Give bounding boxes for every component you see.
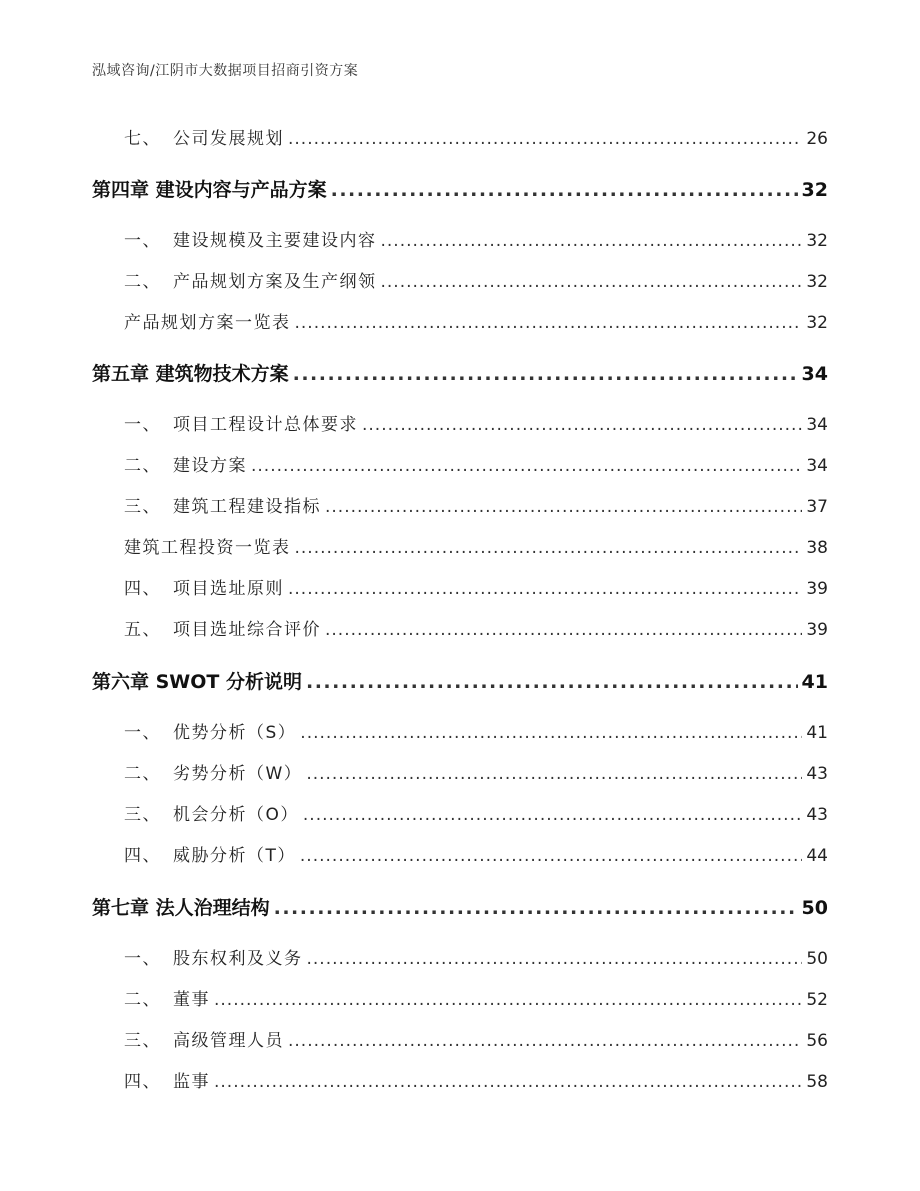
- toc-entry-text: 董事: [173, 990, 210, 1010]
- toc-page-number: 43: [806, 764, 828, 784]
- toc-page-number: 34: [801, 363, 828, 385]
- toc-entry-title: [92, 985, 210, 1010]
- toc-entry-title: [92, 175, 327, 202]
- toc-section-entry[interactable]: [92, 410, 828, 435]
- toc-entry-number: 三、: [124, 497, 161, 517]
- toc-entry-text: 建筑工程建设指标: [173, 497, 321, 517]
- toc-entry-text: 第五章 建筑物技术方案: [92, 363, 289, 385]
- toc-entry-number: 一、: [124, 415, 161, 435]
- toc-dot-leader: [295, 538, 803, 558]
- toc-entry-number: 四、: [124, 579, 161, 599]
- toc-dot-leader: [300, 723, 802, 743]
- toc-page-number: 50: [801, 897, 828, 919]
- toc-section-entry[interactable]: [92, 451, 828, 476]
- toc-entry-number: 一、: [124, 231, 161, 251]
- toc-page-number: 34: [806, 456, 828, 476]
- toc-entry-title: [92, 800, 299, 825]
- toc-section-entry[interactable]: [92, 841, 828, 866]
- toc-chapter-entry[interactable]: [92, 667, 828, 694]
- toc-page-number: 44: [806, 846, 828, 866]
- toc-entry-text: 公司发展规划: [173, 129, 284, 149]
- toc-dot-leader: [306, 671, 798, 693]
- toc-entry-title: [92, 1026, 284, 1051]
- toc-entry-title: [92, 124, 284, 149]
- toc-page-number: 56: [806, 1031, 828, 1051]
- toc-entry-title: [92, 718, 296, 743]
- toc-page-number: 58: [806, 1072, 828, 1092]
- toc-section-entry[interactable]: [92, 267, 828, 292]
- toc-dot-leader: [251, 456, 802, 476]
- toc-chapter-entry[interactable]: [92, 893, 828, 920]
- toc-page-number: 37: [806, 497, 828, 517]
- toc-dot-leader: [214, 990, 802, 1010]
- toc-entry-text: 股东权利及义务: [173, 949, 303, 969]
- toc-entry-text: 劣势分析（W）: [173, 764, 303, 784]
- toc-entry-text: 监事: [173, 1072, 210, 1092]
- toc-section-entry[interactable]: [92, 985, 828, 1010]
- toc-entry-text: 威胁分析（T）: [173, 846, 296, 866]
- toc-dot-leader: [381, 231, 803, 251]
- toc-entry-title: [92, 226, 377, 251]
- toc-entry-number: 二、: [124, 456, 161, 476]
- toc-section-entry[interactable]: [92, 492, 828, 517]
- toc-page-number: 52: [806, 990, 828, 1010]
- toc-entry-text: 建设规模及主要建设内容: [173, 231, 377, 251]
- toc-dot-leader: [381, 272, 803, 292]
- toc-page-number: 41: [806, 723, 828, 743]
- toc-section-entry[interactable]: [92, 1067, 828, 1092]
- toc-entry-text: 建筑工程投资一览表: [124, 538, 291, 558]
- toc-page-number: 32: [801, 179, 828, 201]
- toc-page-number: 34: [806, 415, 828, 435]
- toc-section-entry[interactable]: [92, 759, 828, 784]
- toc-entry-text: 第七章 法人治理结构: [92, 897, 270, 919]
- toc-dot-leader: [325, 620, 802, 640]
- toc-entry-title: [92, 533, 291, 558]
- toc-section-entry[interactable]: [92, 574, 828, 599]
- toc-entry-title: [92, 1067, 210, 1092]
- toc-dot-leader: [288, 579, 802, 599]
- toc-entry-text: 第六章 SWOT 分析说明: [92, 671, 302, 693]
- toc-dot-leader: [303, 805, 802, 825]
- toc-entry-text: 第四章 建设内容与产品方案: [92, 179, 327, 201]
- toc-entry-number: 二、: [124, 272, 161, 292]
- toc-entry-number: 四、: [124, 1072, 161, 1092]
- toc-entry-number: 五、: [124, 620, 161, 640]
- toc-dot-leader: [300, 846, 802, 866]
- toc-section-entry[interactable]: [92, 1026, 828, 1051]
- toc-page-number: 32: [806, 231, 828, 251]
- toc-entry-text: 项目选址原则: [173, 579, 284, 599]
- toc-entry-number: 三、: [124, 1031, 161, 1051]
- toc-dot-leader: [307, 949, 803, 969]
- toc-page-number: 32: [806, 313, 828, 333]
- toc-entry-title: [92, 451, 247, 476]
- toc-entry-title: [92, 359, 289, 386]
- toc-page-number: 32: [806, 272, 828, 292]
- toc-dot-leader: [295, 313, 803, 333]
- toc-page-number: 50: [806, 949, 828, 969]
- toc-entry-text: 产品规划方案一览表: [124, 313, 291, 333]
- toc-section-entry[interactable]: [92, 615, 828, 640]
- toc-entry-title: [92, 841, 296, 866]
- toc-section-entry[interactable]: [92, 124, 828, 149]
- toc-dot-leader: [214, 1072, 802, 1092]
- toc-dot-leader: [288, 1031, 802, 1051]
- toc-entry-number: 一、: [124, 723, 161, 743]
- toc-entry-title: [92, 615, 321, 640]
- running-header: 泓域咨询/江阴市大数据项目招商引资方案: [92, 63, 359, 79]
- toc-dot-leader: [288, 129, 802, 149]
- toc-entry-text: 产品规划方案及生产纲领: [173, 272, 377, 292]
- toc-entry-text: 高级管理人员: [173, 1031, 284, 1051]
- toc-entry-number: 一、: [124, 949, 161, 969]
- toc-entry-title: [92, 759, 302, 784]
- toc-section-entry[interactable]: [92, 944, 828, 969]
- toc-dot-leader: [306, 764, 802, 784]
- toc-page-number: 26: [806, 129, 828, 149]
- toc-entry-title: [92, 410, 358, 435]
- toc-page-number: 38: [806, 538, 828, 558]
- toc-entry-title: [92, 308, 291, 333]
- toc-entry-title: [92, 492, 321, 517]
- toc-dot-leader: [293, 363, 798, 385]
- toc-dot-leader: [325, 497, 802, 517]
- toc-table-entry[interactable]: [92, 308, 828, 333]
- toc-entry-text: 优势分析（S）: [173, 723, 297, 743]
- toc-entry-number: 二、: [124, 990, 161, 1010]
- toc-page-number: 39: [806, 620, 828, 640]
- toc-page-number: 41: [801, 671, 828, 693]
- toc-entry-title: [92, 944, 303, 969]
- toc-page-number: 43: [806, 805, 828, 825]
- toc-dot-leader: [274, 897, 798, 919]
- toc-entry-text: 建设方案: [173, 456, 247, 476]
- toc-table-entry[interactable]: [92, 533, 828, 558]
- toc-page-number: 39: [806, 579, 828, 599]
- toc-dot-leader: [331, 179, 798, 201]
- toc-section-entry[interactable]: [92, 800, 828, 825]
- toc-section-entry[interactable]: [92, 226, 828, 251]
- toc-chapter-entry[interactable]: [92, 359, 828, 386]
- toc-entry-number: 三、: [124, 805, 161, 825]
- toc-entry-number: 四、: [124, 846, 161, 866]
- toc-entry-text: 项目选址综合评价: [173, 620, 321, 640]
- toc-entry-text: 项目工程设计总体要求: [173, 415, 358, 435]
- toc-entry-number: 二、: [124, 764, 161, 784]
- toc-dot-leader: [362, 415, 802, 435]
- toc-entry-title: [92, 893, 270, 920]
- toc-section-entry[interactable]: [92, 718, 828, 743]
- toc-entry-text: 机会分析（O）: [173, 805, 299, 825]
- toc-entry-title: [92, 267, 377, 292]
- toc-chapter-entry[interactable]: [92, 175, 828, 202]
- toc-entry-title: [92, 667, 302, 694]
- toc-entry-title: [92, 574, 284, 599]
- toc-entry-number: 七、: [124, 129, 161, 149]
